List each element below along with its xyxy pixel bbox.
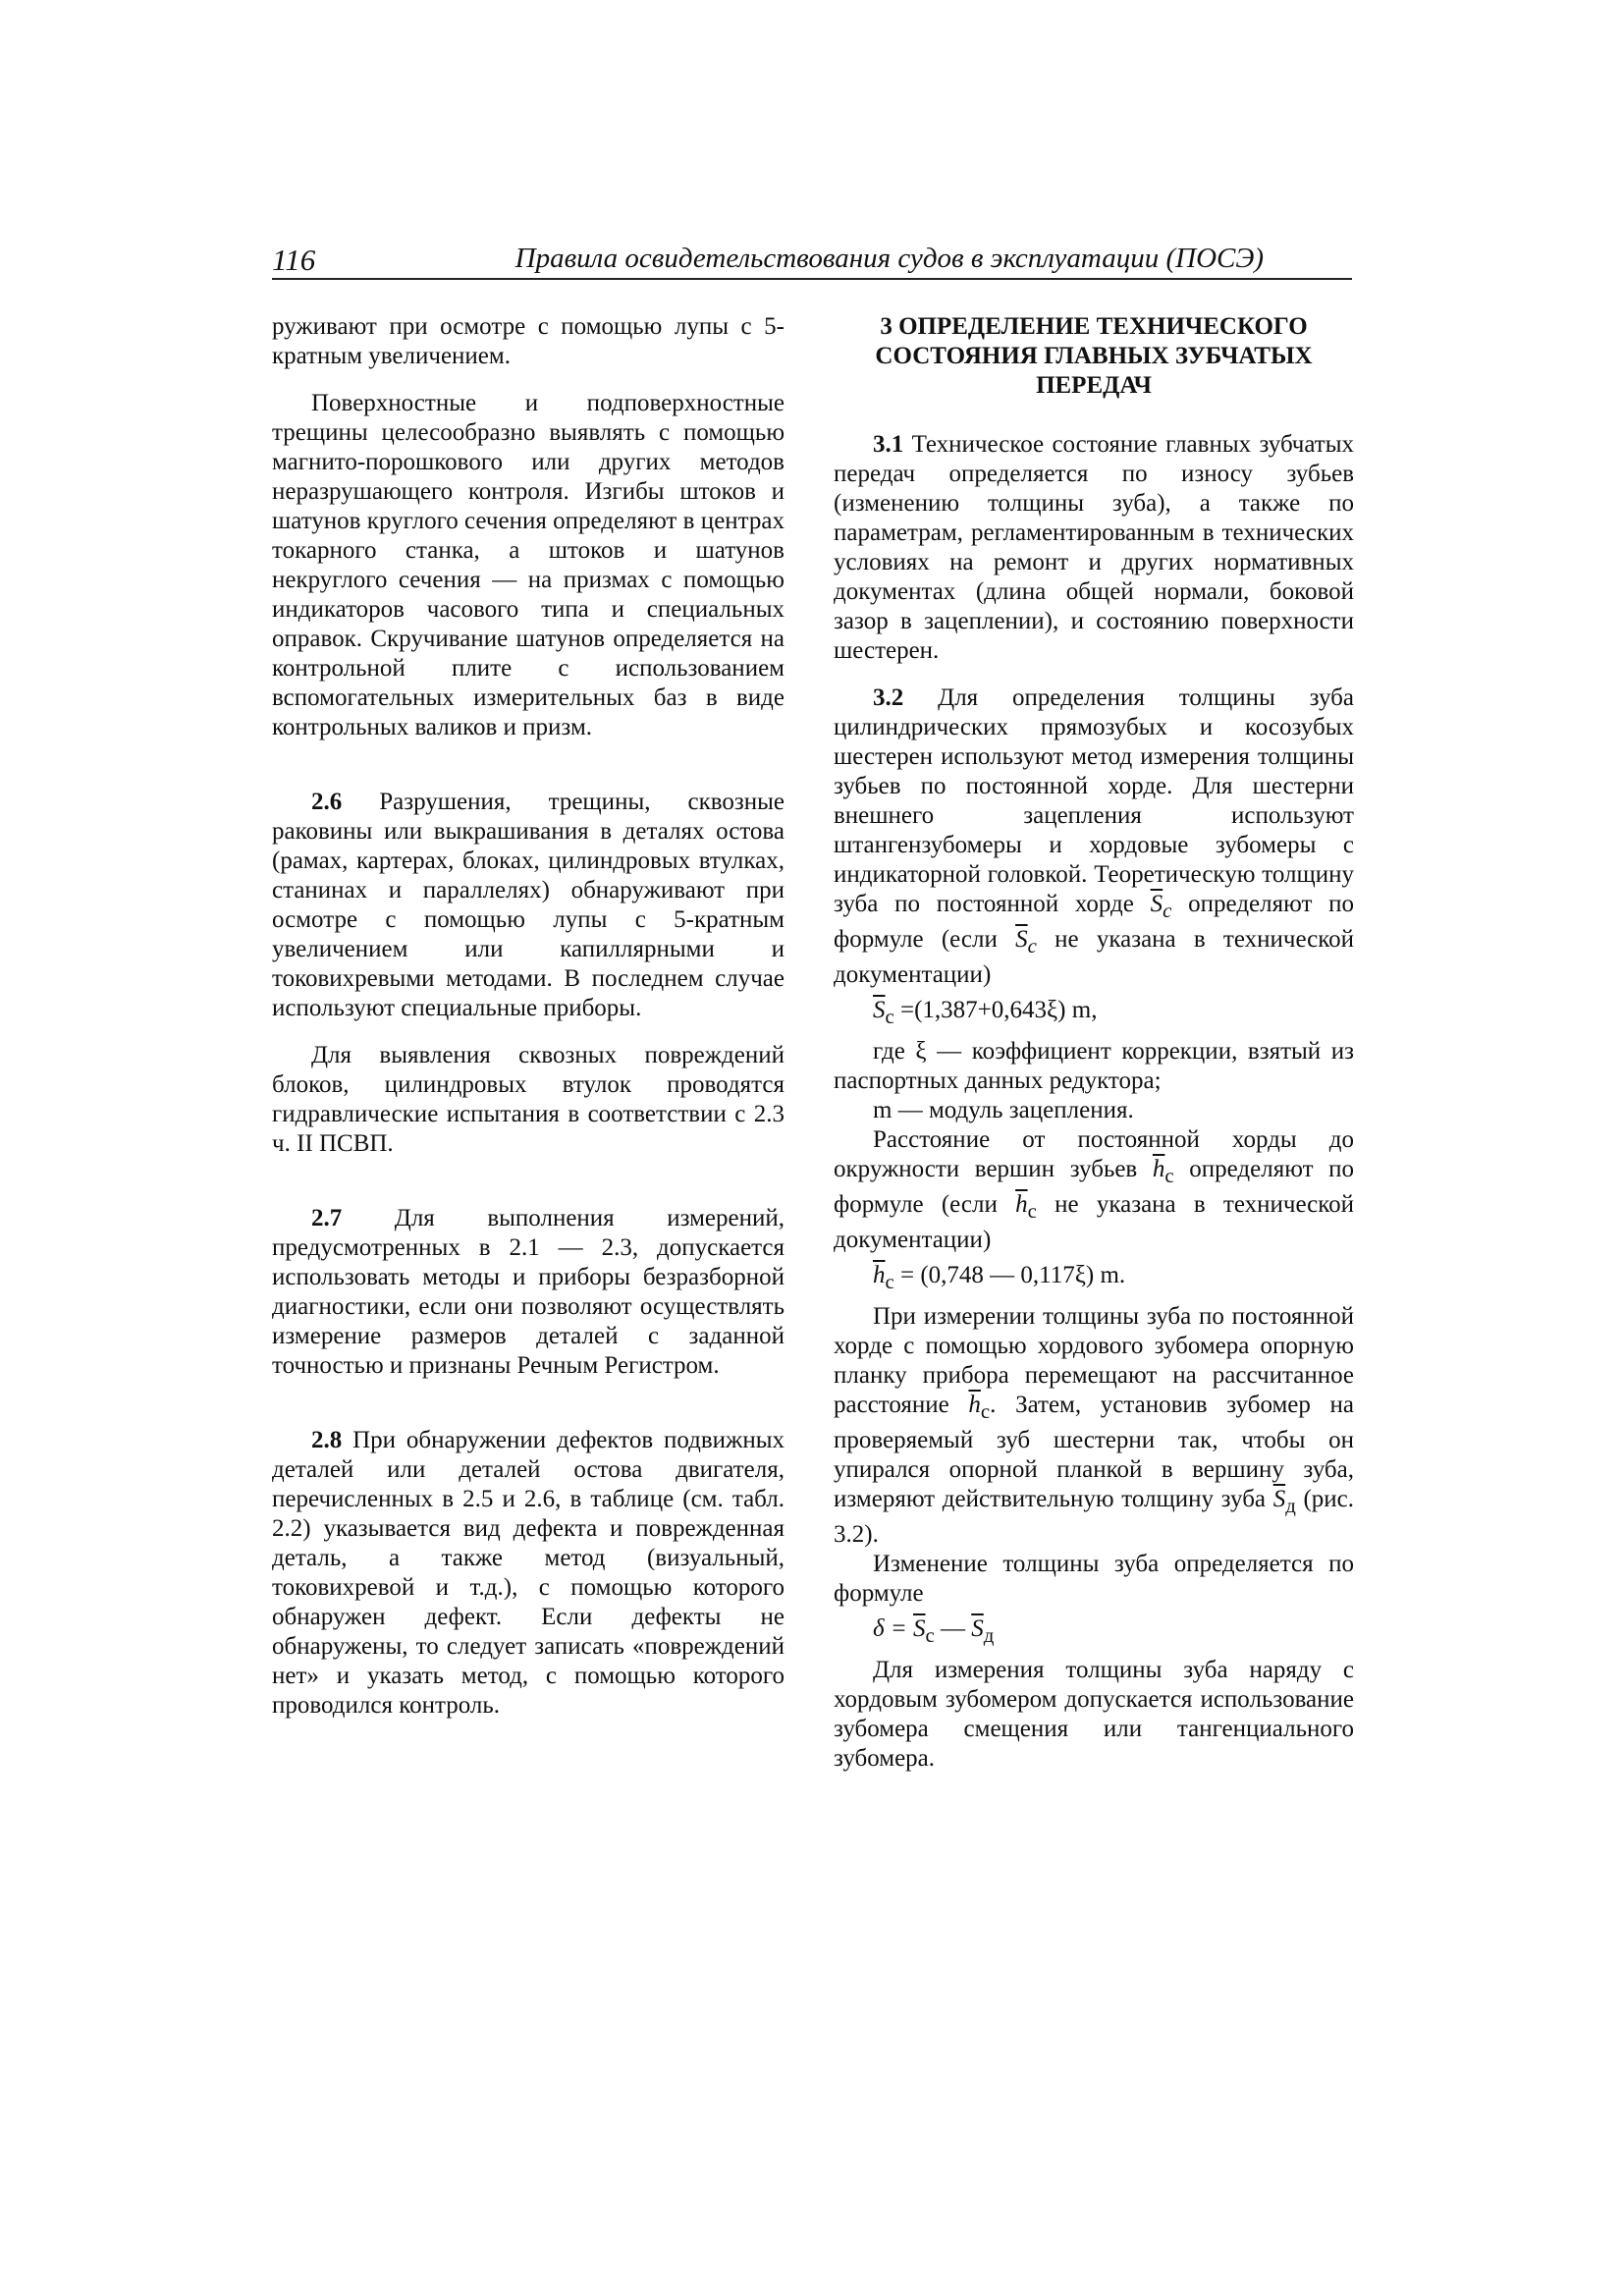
clause-text: (рис. 3.2). [834,1486,1355,1548]
paragraph-2-6 [272,788,784,1023]
clause-text: Расстояние от постоянной хорды до окружности вершин зубьев [834,1126,1354,1182]
subscript-c: c [885,1005,894,1028]
clause-number: 2.6 [311,789,343,815]
subscript-c: c [925,1623,935,1647]
section-title: 3 ОПРЕДЕЛЕНИЕ ТЕХНИЧЕСКОГО СОСТОЯНИЯ ГЛАВНЫХ ЗУБЧАТЫХ ПЕРЕДАЧ [875,313,1313,399]
clause-number: 3.2 [873,684,904,711]
formula-delta [834,1614,1354,1650]
paragraph-3-1 [834,430,1354,666]
paragraph-thickness-change: Изменение толщины зуба определяется по формуле [834,1551,1354,1607]
symbol-h: $\overline{h}$ [1152,1156,1165,1182]
paragraph-2-8 [272,1426,784,1721]
formula-text: δ = [873,1615,907,1642]
clause-text: определяют по формуле (если [834,891,1355,953]
symbol-h: $\overline{h}$ [1015,1191,1028,1218]
subscript-d: д [1285,1494,1296,1517]
running-title: Правила освидетельствования судов в эксплуатации (ПОСЭ) [514,243,1264,274]
paragraph-measurement [834,1302,1354,1550]
symbol-h: $\overline{h}$ [968,1392,981,1418]
subscript-c: c [1027,1199,1037,1223]
clause-text: не указана в технической документации) [834,1191,1355,1253]
formula-constant-chord [834,996,1354,1031]
formula-text: = (0,748 — 0,117ξ) m. [900,1262,1126,1288]
clause-text: не указана в технической документации) [834,926,1355,988]
paragraph-3-2 [834,683,1354,990]
paragraph-chord-distance [834,1125,1354,1255]
page-header [272,239,1352,280]
clause-text: Для определения толщины зуба цилиндрических прямозубых и косозубых шестерен используют метод измерения толщины зубьев по постоянной хорде. Для шестерни внешнего зацепления используют штангензубомеры и хордовые зубомеры с индикаторной головкой. Теоретическую толщину зуба по постоянной хорде [834,684,1354,917]
page-number: 116 [272,243,316,277]
symbol-s: $\overline{S}$ [913,1615,926,1642]
symbol-s: $\overline{S}$ [1015,926,1028,953]
paragraph-alternatives: Для измерения толщины зуба наряду с хордовым зубомером допускается использование зубомера смещения или тангенциального зубомера. [834,1657,1354,1772]
symbol-s: $\overline{S}$ [971,1615,984,1642]
paragraph-surface-cracks: Поверхностные и подповерхностные трещины целесообразно выявлять с помощью магнито-порошкового или других методов неразрушающего контроля. Изгибы штоков и шатунов круглого сечения определяют в центрах токарного станка, а штоков и шатунов некруглого сечения — на призмах с помощью индикаторов часового типа и специальных оправок. Скручивание шатунов определяется на контрольной плите с использованием вспомогательных измерительных баз в виде контрольных валиков и призм. [272,390,784,740]
left-column [272,312,784,1721]
subscript-c: c [1163,899,1172,922]
paragraph-hydraulic-tests: Для выявления сквозных повреждений блоков, цилиндровых втулок проводятся гидравлические испытания в соответствии с 2.3 ч. II ПСВП. [272,1042,784,1157]
formula-chord-height [834,1261,1354,1296]
paragraph-where-m: m — модуль зацепления. [873,1097,1134,1123]
subscript-c: c [1164,1164,1174,1187]
symbol-s: $\overline{S}$ [1272,1486,1286,1512]
subscript-c: c [980,1399,991,1423]
formula-text: — [941,1615,965,1642]
paragraph-continued: руживают при осмотре с помощью лупы с 5-кратным увеличением. [272,313,784,369]
subscript-c: c [885,1270,894,1293]
clause-text: . Затем, установив зубомер на проверяемый зуб шестерни так, чтобы он упирался опорной планкой в вершину зуба, измеряют действительную толщину зуба [834,1392,1355,1512]
clause-number: 2.8 [311,1427,343,1453]
clause-text: При измерении толщины зуба по постоянной хорде с помощью хордового зубомера опорную планку прибора перемещают на рассчитанное расстояние [834,1303,1354,1418]
clause-text: определяют по формуле (если [834,1156,1355,1218]
clause-text: Для выполнения измерений, предусмотренных в 2.1 — 2.3, допускается использовать методы и приборы безразборной диагностики, если они позволяют осуществлять измерение размеров деталей с заданной точностью и признаны Речным Регистром. [272,1205,784,1379]
subscript-d: д [983,1623,995,1647]
symbol-h: $\overline{h}$ [873,1262,886,1288]
subscript-c: c [1027,934,1037,957]
clause-text: Техническое состояние главных зубчатых передач определяется по износу зубьев (изменению толщины зуба), а также по параметрам, регламентированным в технических условиях на ремонт и других нормативных документах (длина общей нормали, боковой зазор в зацеплении), и состоянию поверхности шестерен. [834,431,1354,664]
clause-text: При обнаружении дефектов подвижных деталей или деталей остова двигателя, перечисленных в 2.5 и 2.6, в таблице (см. табл. 2.2) указывается вид дефекта и поврежденная деталь, а также метод (визуальный, токовихревой и т.д.), с помощью которого обнаружен дефект. Если дефекты не обнаружены, то следует записать «повреждений нет» и указать метод, с помощью которого проводился контроль. [272,1427,784,1719]
clause-number: 2.7 [311,1205,343,1231]
paragraph-where-xi: где ξ — коэффициент коррекции, взятый из паспортных данных редуктора; [834,1038,1354,1094]
paragraph-2-7 [272,1204,784,1381]
symbol-s: $\overline{S}$ [1150,891,1163,917]
symbol-s: $\overline{S}$ [873,997,886,1023]
clause-number: 3.1 [873,431,904,458]
clause-text: Разрушения, трещины, сквозные раковины или выкрашивания в деталях остова (рамах, картерах, блоках, цилиндровых втулках, станинах и параллелях) обнаруживают при осмотре с помощью лупы с 5-кратным увеличением или капиллярными и токовихревыми методами. В последнем случае используют специальные приборы. [272,789,784,1021]
right-column [834,312,1354,1774]
formula-text: =(1,387+0,643ξ) m, [900,997,1098,1023]
